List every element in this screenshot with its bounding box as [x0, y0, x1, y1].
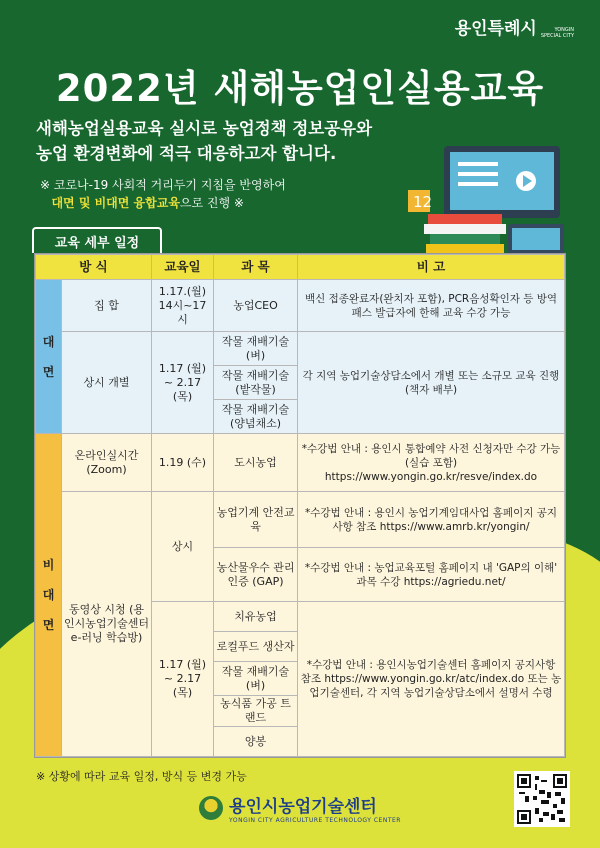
subject-cell: 작물 재배기술 (양념채소)	[214, 400, 298, 434]
subject-cell: 양봉	[214, 727, 298, 757]
qr-code-icon[interactable]	[514, 771, 570, 827]
schedule-tab: 교육 세부 일정	[32, 227, 162, 253]
city-logo-en: YONGIN SPECIAL CITY	[540, 27, 574, 39]
table-header-row	[36, 255, 565, 280]
date-cell: 1.17.(월) 14시~17시	[152, 280, 214, 332]
header-date: 교육일	[152, 255, 214, 280]
subject-cell: 농산물우수 관리인증 (GAP)	[214, 548, 298, 602]
method-cell: 온라인실시간 (Zoom)	[62, 434, 152, 492]
note-cell: *수강법 안내 : 농업교육포털 홈페이지 내 'GAP의 이해' 과목 수강 https://agriedu.net/	[298, 548, 565, 602]
group-nonface-label: 비 대 면	[36, 434, 62, 757]
method-cell: 집 합	[62, 280, 152, 332]
note-cell: 각 지역 농업기술상담소에서 개별 또는 소규모 교육 진행(책자 배부)	[298, 332, 565, 434]
center-name: 용인시농업기술센터	[229, 797, 377, 817]
method-cell: 동영상 시청 (용인시농업기술센터 e-러닝 학습방)	[62, 492, 152, 757]
method-cell: 상시 개별	[62, 332, 152, 434]
date-cell: 상시	[152, 492, 214, 602]
schedule-table	[34, 253, 566, 758]
svg-text:12: 12	[413, 193, 433, 211]
covid-note: ※ 코로나-19 사회적 거리두기 지침을 반영하여 대면 및 비대면 융합교육으로 진행 ※	[40, 178, 286, 210]
table-row	[36, 492, 565, 548]
subject-cell: 도시농업	[214, 434, 298, 492]
date-cell: 1.19 (수)	[152, 434, 214, 492]
subject-cell: 농업CEO	[214, 280, 298, 332]
page-title: 2022년 새해농업인실용교육	[55, 67, 545, 110]
header-method: 방 식	[36, 255, 152, 280]
note-cell: 백신 접종완료자(완치자 포함), PCR음성확인자 등 방역패스 발급자에 한해 교육 수강 가능	[298, 280, 565, 332]
subject-cell: 작물 재배기술 (밭작물)	[214, 366, 298, 400]
footnote: ※ 상황에 따라 교육 일정, 방식 등 변경 가능	[36, 770, 247, 783]
city-logo	[455, 14, 574, 39]
header-note: 비 고	[298, 255, 565, 280]
header-subject: 과 목	[214, 255, 298, 280]
city-logo-text: 용인특례시	[454, 19, 537, 39]
education-illustration	[408, 144, 568, 256]
subject-cell: 치유농업	[214, 602, 298, 632]
subject-cell: 로컬푸드 생산자	[214, 632, 298, 662]
subject-cell: 작물 재배기술 (벼)	[214, 662, 298, 696]
group-face-label: 대 면	[36, 280, 62, 434]
note-cell: *수강법 안내 : 용인시 통합예약 사전 신청자만 수강 가능(실습 포함) https://www.yongin.go.kr/resve/index.do	[298, 434, 565, 492]
table-row	[36, 434, 565, 492]
center-name-en: YONGIN CITY AGRICULTURE TECHNOLOGY CENTER	[229, 817, 401, 824]
table-row	[36, 280, 565, 332]
subject-cell: 농식품 가공 트랜드	[214, 696, 298, 727]
subject-cell: 작물 재배기술 (벼)	[214, 332, 298, 366]
subject-cell: 농업기계 안전교육	[214, 492, 298, 548]
subtitle: 새해농업실용교육 실시로 농업정책 정보공유와 농업 환경변화에 적극 대응하고자 합니다.	[36, 119, 373, 163]
date-cell: 1.17 (월) ~ 2.17 (목)	[152, 332, 214, 434]
note-cell: *수강법 안내 : 용인시농업기술센터 홈페이지 공지사항 참조 https://www.yongin.go.kr/atc/index.do 또는 농업기술센터, 각 지역 농업기술상담소에서 설명서 수령	[298, 602, 565, 757]
table-row	[36, 332, 565, 366]
center-emblem-icon	[199, 796, 223, 820]
date-cell: 1.17 (월) ~ 2.17 (목)	[152, 602, 214, 757]
note-cell: *수강법 안내 : 용인시 농업기계임대사업 홈페이지 공지사항 참조 https://www.amrb.kr/yongin/	[298, 492, 565, 548]
center-logo	[0, 792, 600, 824]
